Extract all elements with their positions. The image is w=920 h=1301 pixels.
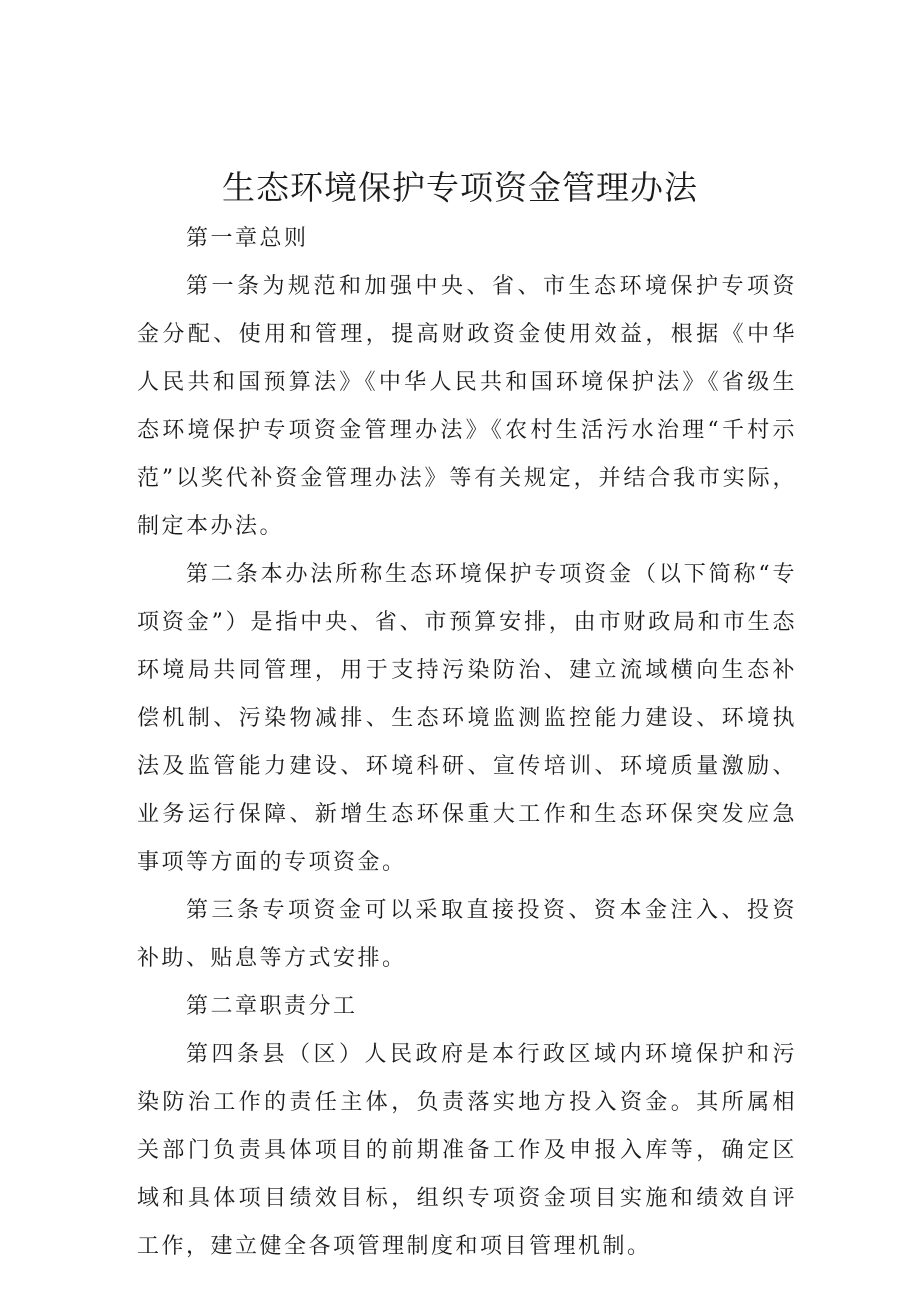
chapter-2-heading: 第二章职责分工 [186,994,358,1019]
article-4-paragraph: 第四条县（区）人民政府是本行政区域内环境保护和污染防治工作的责任主体，负责落实地方投入资金。其所属相关部门负责具体项目的前期准备工作及申报入库等，确定区域和具体项目绩效目标，组织专项资金项目实施和绩效自评工作，建立健全各项管理制度和项目管理机制。 [137,1042,797,1259]
article-1-paragraph: 第一条为规范和加强中央、省、市生态环境保护专项资金分配、使用和管理，提高财政资金使用效益，根据《中华人民共和国预算法》《中华人民共和国环境保护法》《省级生态环境保护专项资金管理办法》《农村生活污水治理“千村示范”以奖代补资金管理办法》等有关规定，并结合我市实际，制定本办法。 [137,274,797,539]
document-title: 生态环境保护专项资金管理办法 [222,168,698,208]
article-2-paragraph: 第二条本办法所称生态环境保护专项资金（以下简称“专项资金”）是指中央、省、市预算安排，由市财政局和市生态环境局共同管理，用于支持污染防治、建立流域横向生态补偿机制、污染物减排、生态环境监测监控能力建设、环境执法及监管能力建设、环境科研、宣传培训、环境质量激励、业务运行保障、新增生态环保重大工作和生态环保突发应急事项等方面的专项资金。 [137,562,797,875]
chapter-1-heading: 第一章总则 [186,226,309,251]
article-3-paragraph: 第三条专项资金可以采取直接投资、资本金注入、投资补助、贴息等方式安排。 [137,898,797,971]
document-body [137,215,797,1271]
